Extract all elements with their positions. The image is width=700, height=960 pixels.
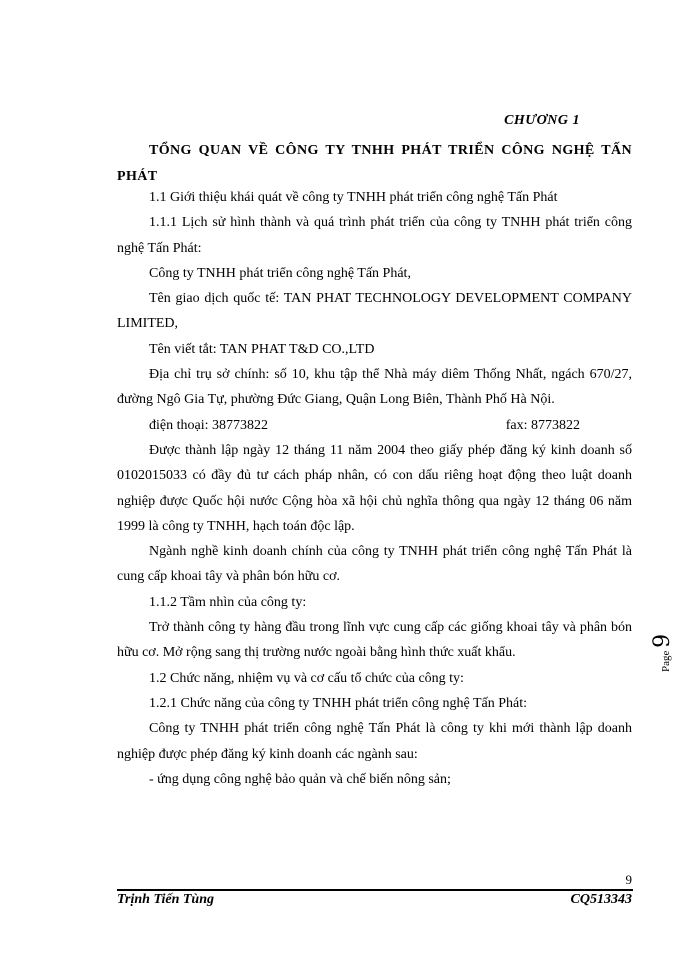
paragraph: Tên viết tắt: TAN PHAT T&D CO.,LTD <box>149 341 375 357</box>
paragraph: Ngành nghề kinh doanh chính của công ty TNHH phát triển công nghệ Tấn Phát là cung cấp khoai tây và phân bón hữu cơ. <box>117 544 632 585</box>
contact-row <box>117 413 632 438</box>
paragraph: Địa chỉ trụ sở chính: số 10, khu tập thể Nhà máy diêm Thống Nhất, ngách 670/27, đường Ngô Gia Tự, phường Đức Giang, Quận Long Biên, Thành Phố Hà Nội. <box>117 367 632 408</box>
fax-text: fax: 8773822 <box>505 417 580 433</box>
side-page-label: Page <box>660 650 672 672</box>
section-heading: 1.1 Giới thiệu khái quát về công ty TNHH phát triển công nghệ Tấn Phát <box>149 190 558 205</box>
footer-rule <box>117 889 633 891</box>
paragraph: Trở thành công ty hàng đầu trong lĩnh vực cung cấp các giống khoai tây và phân bón hữu cơ. Mở rộng sang thị trường nước ngoài bằng hình thức xuất khẩu. <box>117 620 632 661</box>
paragraph: Tên giao dịch quốc tế: TAN PHAT TECHNOLOGY DEVELOPMENT COMPANY LIMITED, <box>117 291 632 332</box>
footer-author: Trịnh Tiến Tùng <box>117 892 214 907</box>
subsection-heading: 1.1.2 Tầm nhìn của công ty: <box>149 594 307 610</box>
paragraph: Công ty TNHH phát triển công nghệ Tấn Phát, <box>149 265 411 281</box>
chapter-heading: CHƯƠNG 1 <box>504 113 580 128</box>
subsection-heading: 1.1.1 Lịch sử hình thành và quá trình phát triển của công ty TNHH phát triển công nghệ Tấn Phát: <box>117 215 632 256</box>
document-body <box>117 185 632 792</box>
paragraph: Công ty TNHH phát triển công nghệ Tấn Phát là công ty khi mới thành lập doanh nghiệp được phép đăng ký kinh doanh các ngành sau: <box>117 721 632 762</box>
list-item: - ứng dụng công nghệ bảo quản và chế biến nông sản; <box>149 771 451 787</box>
footer-code: CQ513343 <box>570 892 632 907</box>
paragraph: Được thành lập ngày 12 tháng 11 năm 2004 theo giấy phép đăng ký kinh doanh số 0102015033 có đầy đủ tư cách pháp nhân, có con dấu riêng hoạt động theo luật doanh nghiệp được Quốc hội nước Cộng hòa xã hội chủ nghĩa thông qua ngày 12 tháng 06 năm 1999 là công ty TNHH, hạch toán độc lập. <box>117 442 632 534</box>
phone-text: điện thoại: 38773822 <box>149 417 268 433</box>
subsection-heading: 1.2.1 Chức năng của công ty TNHH phát triển công nghệ Tấn Phát: <box>149 695 527 711</box>
side-page-marker <box>650 634 675 672</box>
side-page-number: 9 <box>650 633 675 648</box>
section-heading: 1.2 Chức năng, nhiệm vụ và cơ cấu tổ chức của công ty: <box>149 670 464 686</box>
page-number: 9 <box>625 872 632 887</box>
page-title: TỔNG QUAN VỀ CÔNG TY TNHH PHÁT TRIỂN CÔNG NGHỆ TẤN PHÁT <box>117 143 632 184</box>
